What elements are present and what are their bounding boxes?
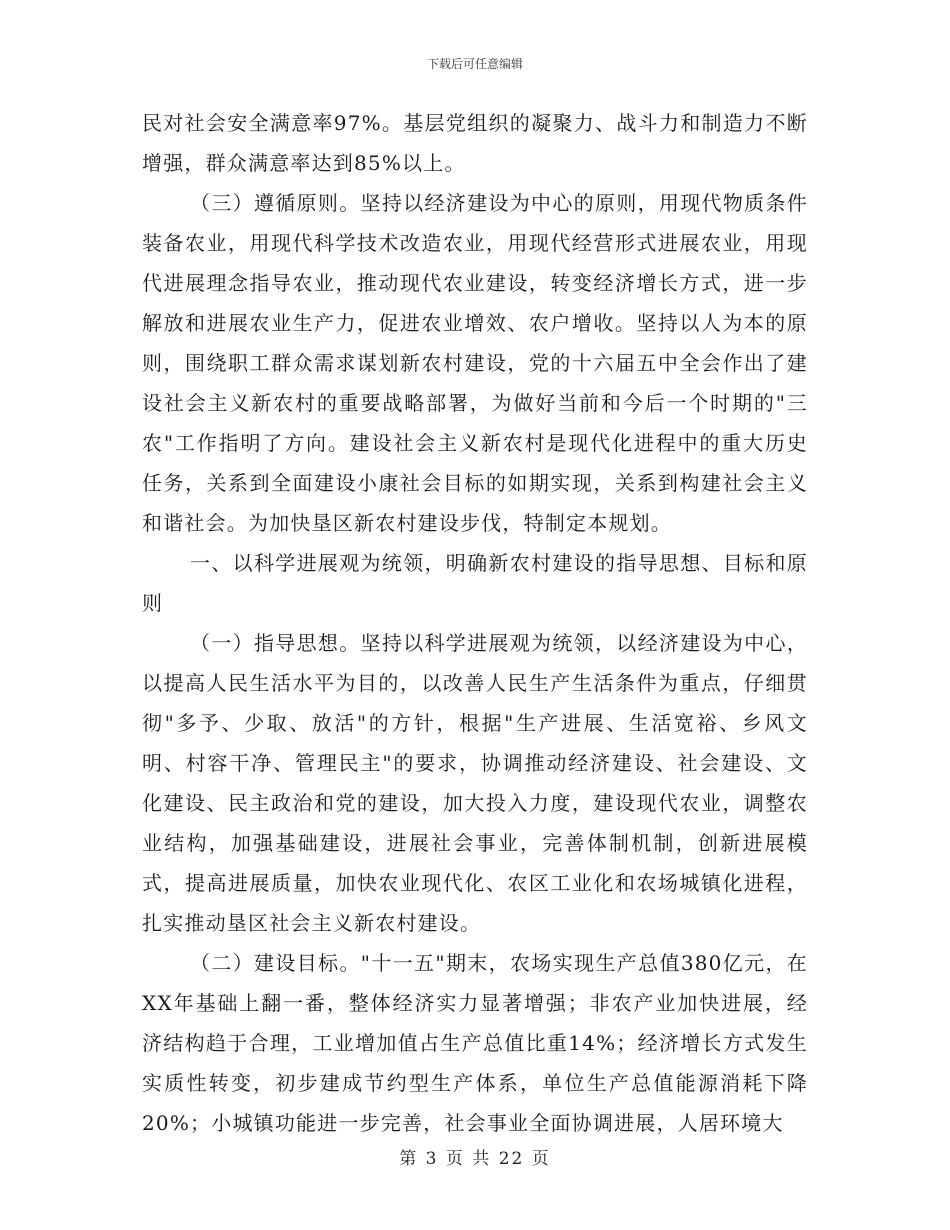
paragraph-2: （三）遵循原则。坚持以经济建设为中心的原则，用现代物质条件装备农业，用现代科学技术改造农业，用现代经营形式进展农业，用现代进展理念指导农业，推动现代农业建设，转变经济增长方式，进一步解放和进展农业生产力，促进农业增效、农户增收。坚持以人为本的原则，围绕职工群众需求谋划新农村建设，党的十六届五中全会作出了建设社会主义新农村的重要战略部署，为做好当前和今后一个时期的"三农"工作指明了方向。建设社会主义新农村是现代化进程中的重大历史任务，关系到全面建设小康社会目标的如期实现，关系到构建社会主义和谐社会。为加快垦区新农村建设步伐，特制定本规划。 xyxy=(142,191,808,535)
paragraph-3: （一）指导思想。坚持以科学进展观为统领，以经济建设为中心，以提高人民生活水平为目的，以改善人民生产生活条件为重点，仔细贯彻"多予、少取、放活"的方针，根据"生产进展、生活宽裕、乡风文明、村容干净、管理民主"的要求，协调推动经济建设、社会建设、文化建设、民主政治和党的建设，加大投入力度，建设现代农业，调整农业结构，加强基础建设，进展社会事业，完善体制机制，创新进展模式，提高进展质量，加快农业现代化、农区工业化和农场城镇化进程，扎实推动垦区社会主义新农村建设。 xyxy=(142,631,808,935)
page-number: 第 3 页 共 22 页 xyxy=(399,1149,551,1169)
page-header: 下载后可任意编辑 xyxy=(426,57,523,71)
document-body xyxy=(142,103,808,1143)
section-heading: 一、以科学进展观为统领，明确新农村建设的指导思想、目标和原则 xyxy=(142,551,808,615)
paragraph-1: 民对社会安全满意率97%。基层党组织的凝聚力、战斗力和制造力不断增强，群众满意率达到85%以上。 xyxy=(142,111,808,175)
paragraph-4: （二）建设目标。"十一五"期末，农场实现生产总值380亿元，在XX年基础上翻一番，整体经济实力显著增强；非农产业加快进展，经济结构趋于合理，工业增加值占生产总值比重14%；经济增长方式发生实质性转变，初步建成节约型生产体系，单位生产总值能源消耗下降20%；小城镇功能进一步完善，社会事业全面协调进展，人居环境大 xyxy=(142,951,808,1135)
